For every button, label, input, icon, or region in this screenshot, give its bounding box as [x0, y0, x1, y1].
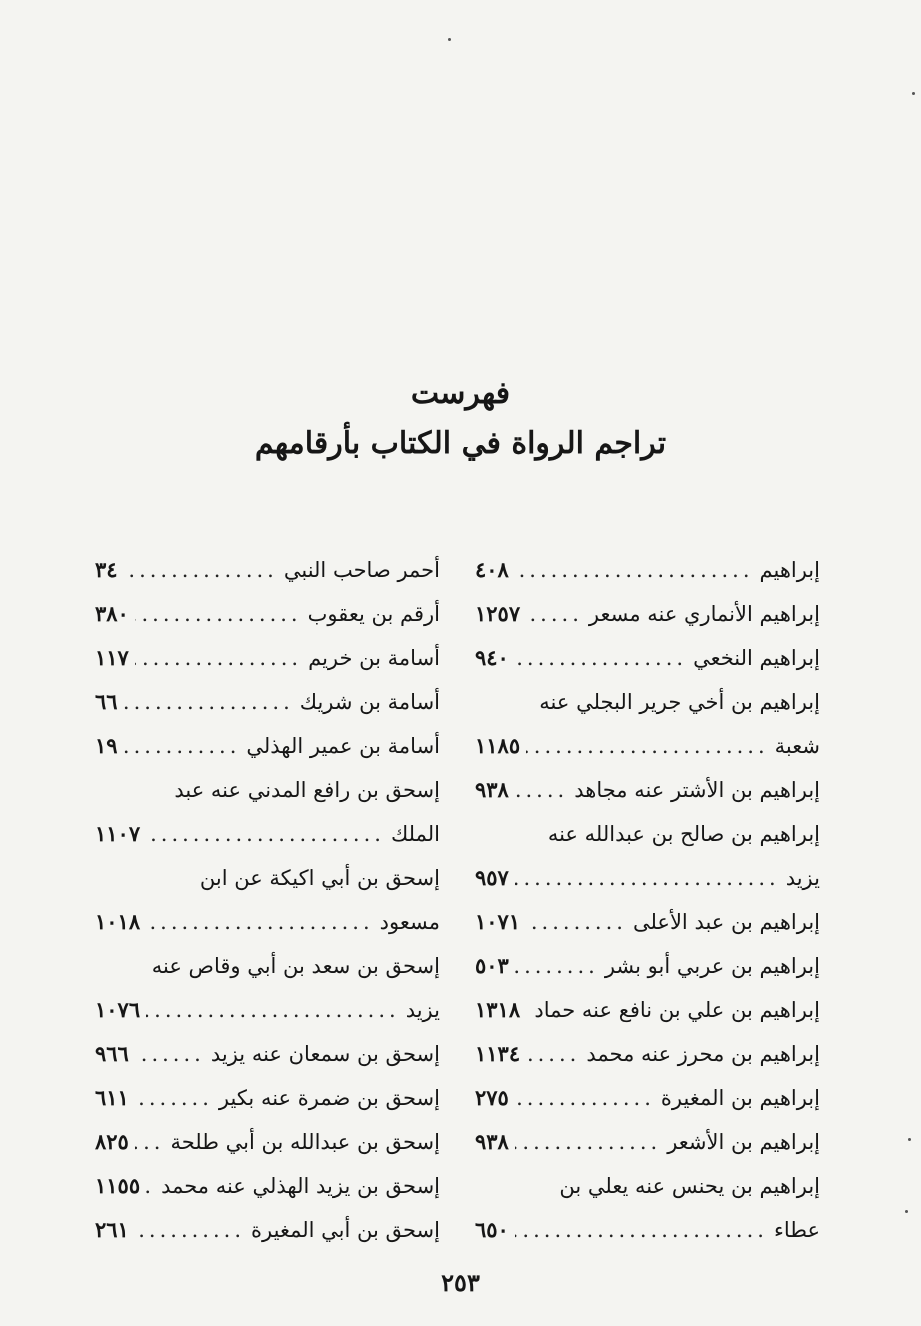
- index-entry: أرقم بن يعقوب ..... ٣٨٠: [95, 592, 440, 636]
- index-entry: يزيد ..... ١٠٧٦: [95, 988, 440, 1032]
- scan-speck: [448, 38, 451, 41]
- scan-speck: [912, 92, 915, 95]
- index-entry: الملك ..... ١١٠٧: [95, 812, 440, 856]
- index-entry: إسحق بن أبي المغيرة ..... ٢٦١: [95, 1208, 440, 1252]
- index-entry: أحمر صاحب النبي ..... ٣٤: [95, 548, 440, 592]
- index-entry: عطاء ..... ٦٥٠: [475, 1208, 820, 1252]
- index-entry: أسامة بن عمير الهذلي ..... ١٩: [95, 724, 440, 768]
- index-column-right: [475, 548, 820, 1252]
- index-entry: إبراهيم بن المغيرة ..... ٢٧٥: [475, 1076, 820, 1120]
- index-entry: إبراهيم النخعي ..... ٩٤٠: [475, 636, 820, 680]
- index-column-left: [95, 548, 440, 1252]
- index-entry: إسحق بن ضمرة عنه بكير ..... ٦١١: [95, 1076, 440, 1120]
- index-entry: إسحق بن سمعان عنه يزيد ..... ٩٦٦: [95, 1032, 440, 1076]
- index-entry: إبراهيم بن عبد الأعلى ..... ١٠٧١: [475, 900, 820, 944]
- index-entry: إسحق بن أبي اكيكة عن ابن: [199, 866, 440, 890]
- index-entry: شعبة ..... ١١٨٥: [475, 724, 820, 768]
- index-entry: إبراهيم بن الأشتر عنه مجاهد ..... ٩٣٨: [475, 768, 820, 812]
- index-entry: إسحق بن رافع المدني عنه عبد: [174, 778, 440, 802]
- index-entry: إبراهيم بن عربي أبو بشر ..... ٥٠٣: [475, 944, 820, 988]
- index-entry: أسامة بن خريم ..... ١١٧: [95, 636, 440, 680]
- page-title: فهرست: [410, 376, 511, 411]
- index-entry: إسحق بن يزيد الهذلي عنه محمد ..... ١١٥٥: [95, 1164, 440, 1208]
- page-number: ٢٥٣: [441, 1268, 480, 1297]
- index-entry: إبراهيم بن محرز عنه محمد ..... ١١٣٤: [475, 1032, 820, 1076]
- index-entry: إبراهيم بن يحنس عنه يعلي بن: [559, 1174, 820, 1198]
- index-entry: إبراهيم الأنماري عنه مسعر ..... ١٢٥٧: [475, 592, 820, 636]
- index-entry: أسامة بن شريك ..... ٦٦: [95, 680, 440, 724]
- index-entry: إسحق بن سعد بن أبي وقاص عنه: [151, 954, 440, 978]
- index-entry: إبراهيم ..... ٤٠٨: [475, 548, 820, 592]
- index-entry: يزيد ..... ٩٥٧: [475, 856, 820, 900]
- index-entry: إبراهيم بن صالح بن عبدالله عنه: [547, 822, 820, 846]
- scan-speck: [908, 1138, 911, 1141]
- index-entry: مسعود ..... ١٠١٨: [95, 900, 440, 944]
- page-subtitle: تراجم الرواة في الكتاب بأرقامهم: [254, 426, 667, 461]
- index-entry: إبراهيم بن الأشعر ..... ٩٣٨: [475, 1120, 820, 1164]
- index-entry: إبراهيم بن علي بن نافع عنه حماد ..... ١٣١٨: [475, 988, 820, 1032]
- index-entry: إبراهيم بن أخي جرير البجلي عنه: [539, 690, 820, 714]
- scan-speck: [905, 1210, 908, 1213]
- index-entry: إسحق بن عبدالله بن أبي طلحة ..... ٨٢٥: [95, 1120, 440, 1164]
